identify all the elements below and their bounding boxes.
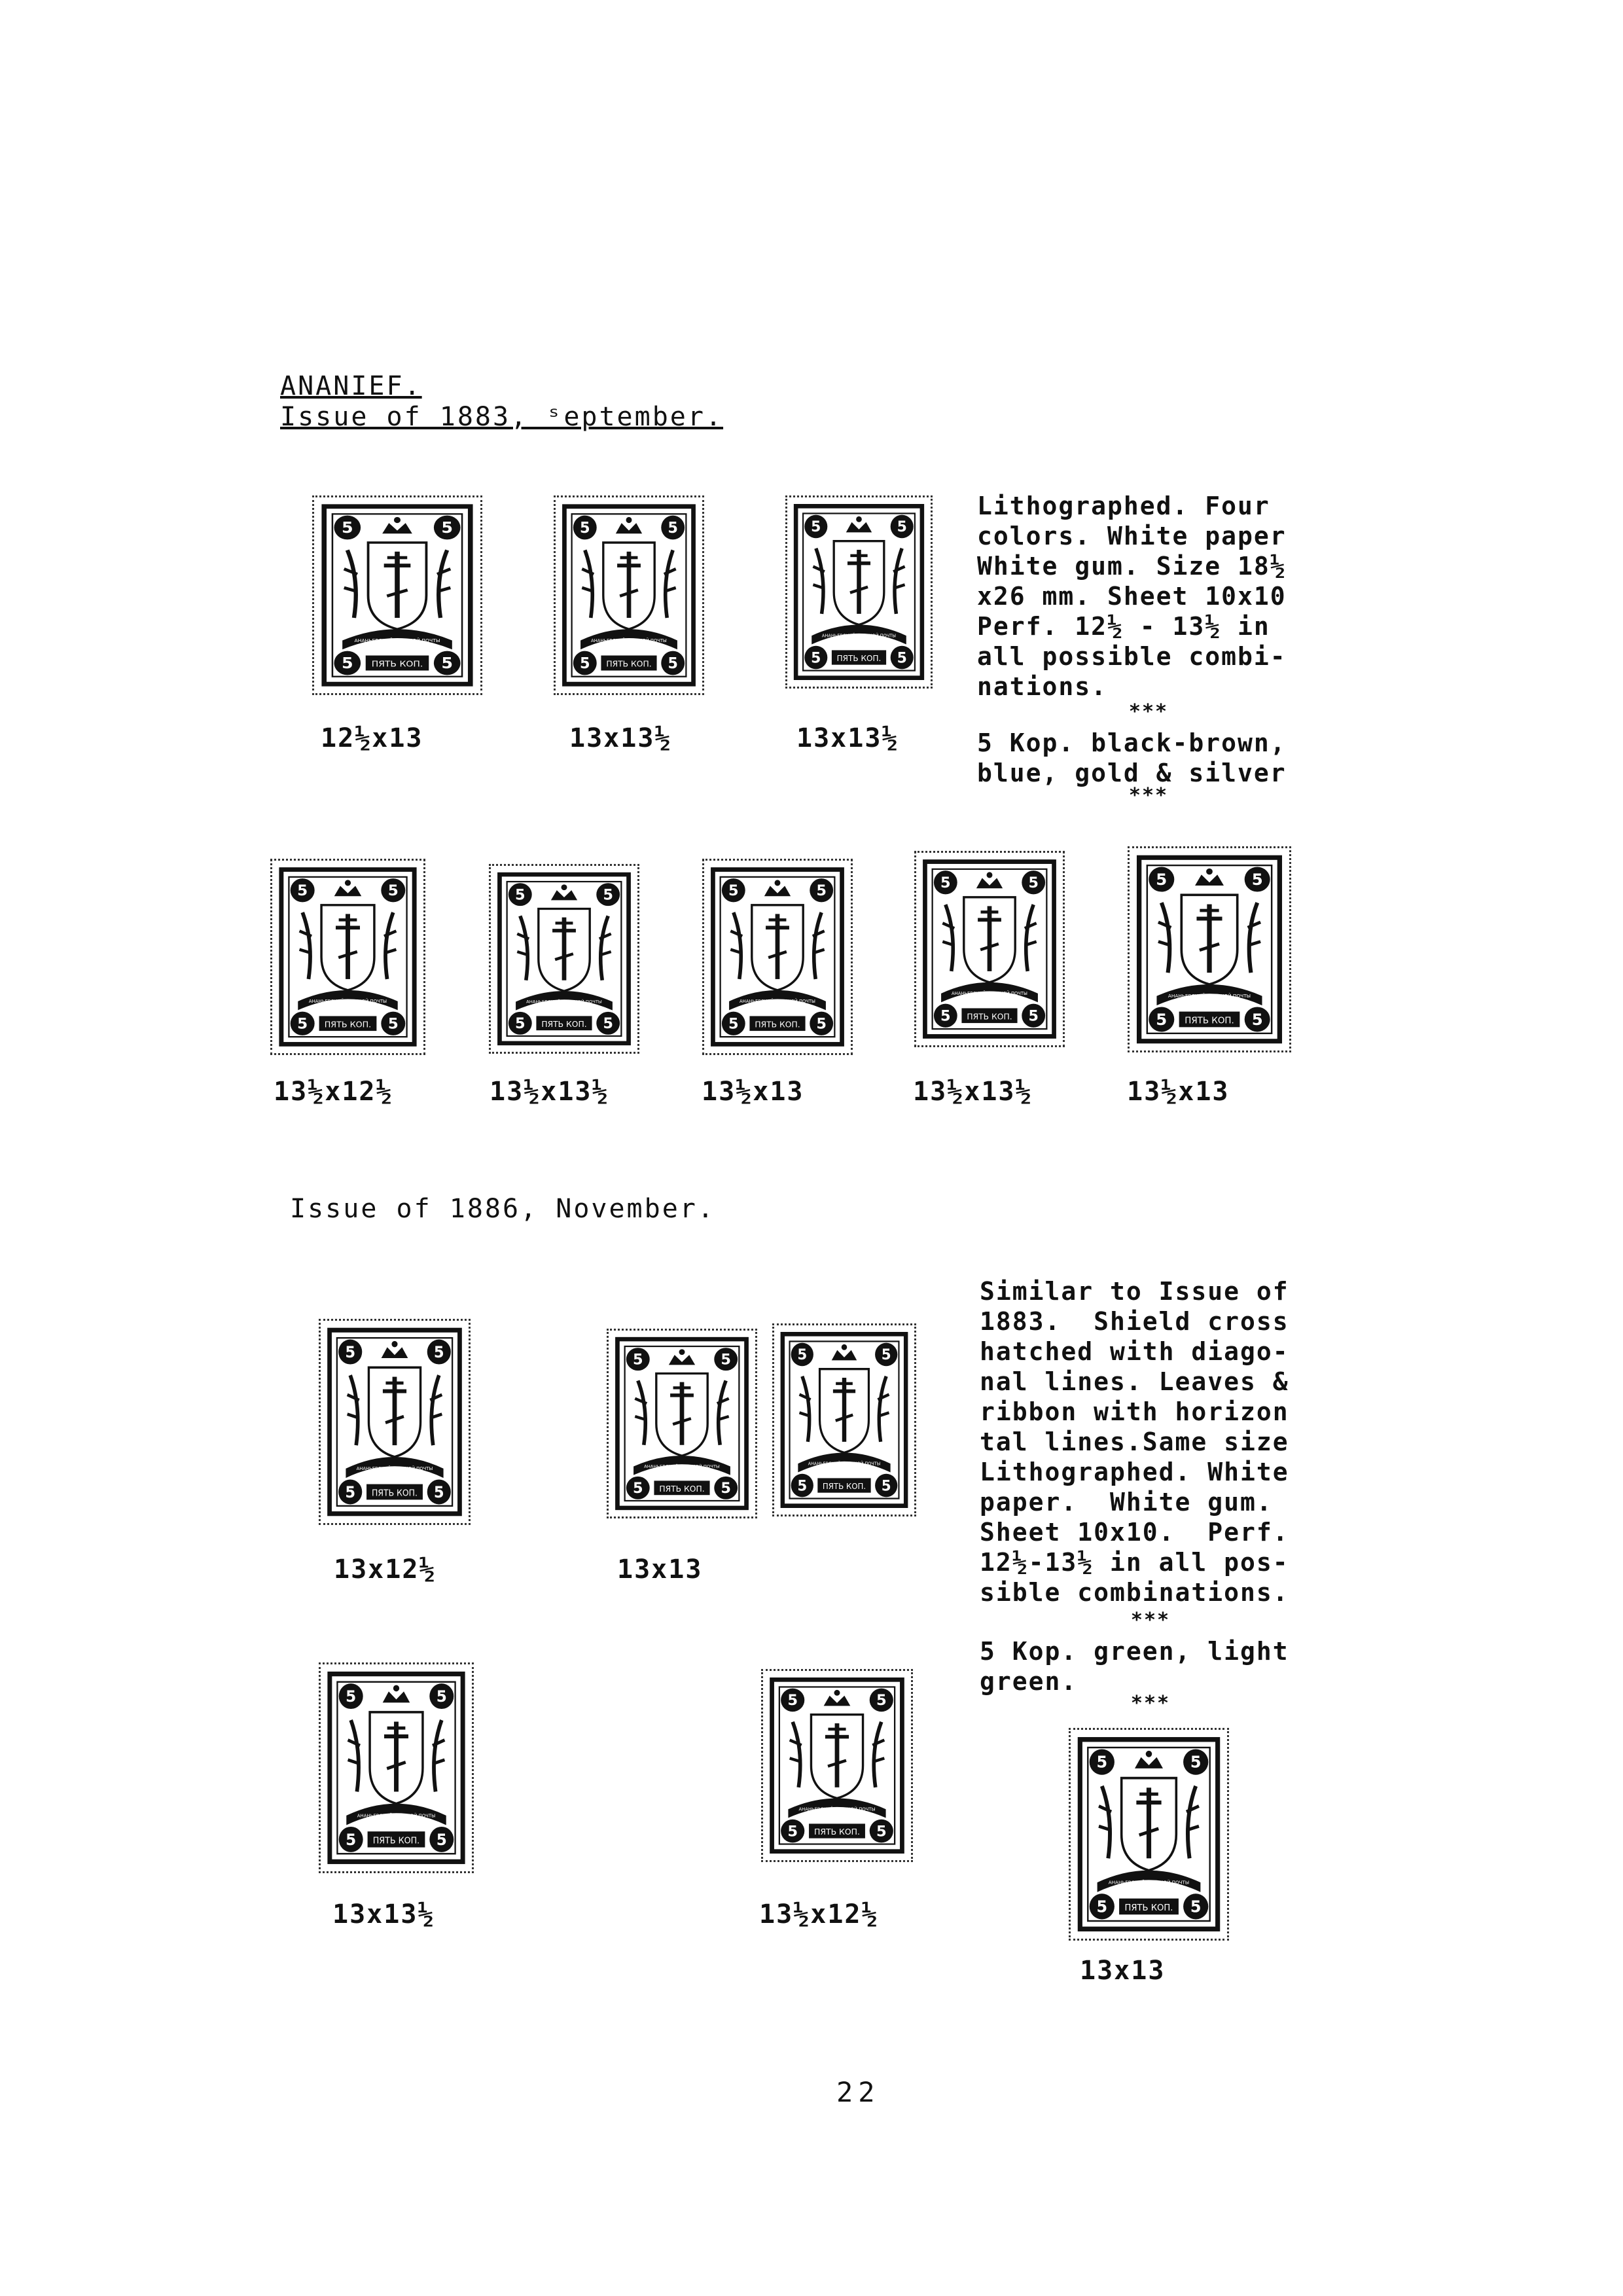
stamp-value-numeral: 5 (721, 1351, 731, 1369)
stamp-value-numeral: 5 (387, 1015, 399, 1033)
stamp-value-numeral: 5 (436, 1687, 447, 1706)
perforation-caption: 13½x13 (1127, 1077, 1230, 1107)
stamp-value-numeral: 5 (346, 1687, 357, 1706)
stamp-value-numeral: 5 (816, 1015, 827, 1033)
stamp-artwork (763, 1671, 911, 1860)
stamp-bottom-label: ПЯТЬ КОП. (324, 1019, 372, 1030)
stamp-value-numeral: 5 (897, 650, 907, 667)
stamp-value-numeral: 5 (1096, 1753, 1108, 1772)
stamp-ribbon-text: АНАНЬЕВСКОЙ ЗЕМСКОЙ ПОЧТЫ (740, 999, 815, 1005)
stamp-image (914, 851, 1065, 1047)
issue-1886-description: Similar to Issue of 1883. Shield cross hatched with diago- nal lines. Leaves & ribbon with horizon tal lines.Same size Lithographed. White paper. White gum. Sheet 10x10. Perf. 12½-13½ in all pos- sible combinations. (980, 1277, 1289, 1607)
perforation-caption: 13x13 (1080, 1956, 1166, 1986)
stamp-value-numeral: 5 (515, 1015, 526, 1032)
stamp-value-numeral: 5 (580, 519, 590, 537)
stamp-artwork (321, 1664, 472, 1871)
stamp-value-numeral: 5 (811, 519, 821, 536)
stamp-ribbon-text: АНАНЬЕВСКОЙ ЗЕМСКОЙ ПОЧТЫ (798, 1806, 876, 1812)
stamp-value-numeral: 5 (816, 882, 827, 900)
perforation-caption: 13½x13½ (913, 1077, 1033, 1107)
page-title: ANANIEF. (280, 371, 422, 401)
stamp-value-numeral: 5 (346, 1830, 357, 1850)
stamp-bottom-label: ПЯТЬ КОП. (1124, 1903, 1173, 1914)
stamp-bottom-label: ПЯТЬ КОП. (814, 1827, 860, 1837)
stamp-value-numeral: 5 (1251, 1011, 1263, 1029)
stamp-artwork (704, 861, 851, 1053)
stamp-bottom-label: ПЯТЬ КОП. (755, 1020, 800, 1030)
perforation-caption: 13x13½ (569, 723, 672, 753)
stamp-image (319, 1319, 471, 1525)
stamp-value-numeral: 5 (881, 1346, 891, 1364)
stamp-ribbon-text: АНАНЬЕВСКОЙ ЗЕМСКОЙ ПОЧТЫ (308, 999, 387, 1005)
stamp-value-numeral: 5 (515, 886, 526, 904)
stamp-value-numeral: 5 (881, 1477, 891, 1495)
stamp-value-numeral: 5 (341, 519, 353, 537)
stamp-value-numeral: 5 (721, 1480, 731, 1497)
stamp-value-numeral: 5 (633, 1480, 643, 1497)
stamp-value-numeral: 5 (345, 1483, 356, 1501)
separator-stars: *** (1128, 784, 1169, 807)
stamp-value-numeral: 5 (441, 655, 454, 672)
stamp-value-numeral: 5 (797, 1477, 808, 1495)
separator-stars: *** (1130, 1692, 1171, 1715)
stamp-value-numeral: 5 (940, 1007, 951, 1025)
separator-stars: *** (1128, 700, 1169, 723)
stamp-value-numeral: 5 (668, 655, 678, 673)
stamp-value-numeral: 5 (603, 1015, 613, 1032)
stamp-value-numeral: 5 (1028, 1007, 1039, 1025)
stamp-value-numeral: 5 (1156, 1011, 1168, 1029)
stamp-image (702, 859, 853, 1055)
stamp-value-numeral: 5 (345, 1343, 356, 1362)
issue-1883-heading: Issue of 1883, ˢeptember. (280, 402, 724, 432)
stamp-value-numeral: 5 (1251, 870, 1263, 889)
perforation-caption: 13½x12½ (274, 1077, 393, 1107)
stamp-value-numeral: 5 (787, 1692, 798, 1710)
stamp-artwork (609, 1331, 755, 1516)
perforation-caption: 13½x12½ (759, 1899, 879, 1929)
issue-1883-value: 5 Kop. black-brown, blue, gold & silver (977, 728, 1287, 787)
stamp-artwork (916, 853, 1063, 1045)
stamp-artwork (321, 1321, 469, 1523)
stamp-ribbon-text: АНАНЬЕВСКОЙ ЗЕМСКОЙ ПОЧТЫ (354, 637, 440, 643)
stamp-value-numeral: 5 (1156, 870, 1168, 889)
stamp-bottom-label: ПЯТЬ КОП. (659, 1484, 705, 1494)
stamp-value-numeral: 5 (433, 1343, 444, 1362)
stamp-ribbon-text: АНАНЬЕВСКОЙ ЗЕМСКОЙ ПОЧТЫ (591, 637, 667, 643)
stamp-artwork (272, 861, 423, 1053)
stamp-bottom-label: ПЯТЬ КОП. (541, 1019, 587, 1029)
stamp-image (761, 1669, 913, 1862)
stamp-image (1069, 1728, 1229, 1941)
stamp-ribbon-text: АНАНЬЕВСКОЙ ЗЕМСКОЙ ПОЧТЫ (526, 999, 602, 1005)
stamp-value-numeral: 5 (811, 650, 821, 667)
stamp-image (489, 864, 639, 1054)
stamp-bottom-label: ПЯТЬ КОП. (606, 658, 652, 669)
stamp-value-numeral: 5 (897, 519, 907, 536)
stamp-value-numeral: 5 (940, 874, 951, 892)
perforation-caption: 13x13 (617, 1554, 703, 1585)
stamp-value-numeral: 5 (876, 1692, 887, 1710)
stamp-image (319, 1662, 474, 1873)
stamp-value-numeral: 5 (580, 655, 590, 673)
perforation-caption: 13½x13 (702, 1077, 804, 1107)
stamp-value-numeral: 5 (876, 1823, 887, 1840)
stamp-ribbon-text: АНАНЬЕВСКОЙ ЗЕМСКОЙ ПОЧТЫ (1108, 1879, 1190, 1886)
perforation-caption: 13½x13½ (490, 1077, 609, 1107)
stamp-bottom-label: ПЯТЬ КОП. (372, 1488, 418, 1499)
stamp-ribbon-text: АНАНЬЕВСКОЙ ЗЕМСКОЙ ПОЧТЫ (357, 1812, 436, 1819)
stamp-image (270, 859, 425, 1055)
stamp-value-numeral: 5 (297, 1015, 308, 1033)
perforation-caption: 13x13½ (332, 1899, 435, 1929)
stamp-value-numeral: 5 (341, 655, 353, 672)
stamp-value-numeral: 5 (728, 882, 739, 900)
stamp-ribbon-text: АНАНЬЕВСКОЙ ЗЕМСКОЙ ПОЧТЫ (356, 1466, 433, 1472)
stamp-value-numeral: 5 (436, 1830, 447, 1850)
stamp-bottom-label: ПЯТЬ КОП. (967, 1012, 1012, 1022)
perforation-caption: 13x13½ (796, 723, 899, 753)
stamp-value-numeral: 5 (633, 1351, 643, 1369)
stamp-ribbon-text: АНАНЬЕВСКОЙ ЗЕМСКОЙ ПОЧТЫ (952, 991, 1027, 997)
perforation-caption: 13x12½ (334, 1554, 437, 1585)
stamp-image (312, 495, 482, 695)
stamp-ribbon-text: АНАНЬЕВСКОЙ ЗЕМСКОЙ ПОЧТЫ (1168, 993, 1251, 999)
stamp-image (1128, 846, 1291, 1052)
stamp-value-numeral: 5 (1190, 1753, 1202, 1772)
stamp-value-numeral: 5 (1190, 1897, 1202, 1916)
stamp-value-numeral: 5 (387, 882, 399, 900)
issue-1886-heading: Issue of 1886, November. (290, 1194, 715, 1224)
stamp-artwork (774, 1325, 914, 1515)
stamp-image (554, 495, 704, 695)
stamp-value-numeral: 5 (441, 519, 454, 537)
stamp-artwork (314, 497, 480, 693)
separator-stars: *** (1130, 1609, 1171, 1632)
stamp-value-numeral: 5 (297, 882, 308, 900)
stamp-value-numeral: 5 (433, 1483, 444, 1501)
stamp-ribbon-text: АНАНЬЕВСКОЙ ЗЕМСКОЙ ПОЧТЫ (808, 1461, 881, 1467)
stamp-ribbon-text: АНАНЬЕВСКОЙ ЗЕМСКОЙ ПОЧТЫ (821, 633, 897, 639)
stamp-image (772, 1323, 916, 1516)
stamp-bottom-label: ПЯТЬ КОП. (822, 1481, 866, 1492)
stamp-value-numeral: 5 (1096, 1897, 1108, 1916)
stamp-artwork (491, 866, 637, 1052)
stamp-value-numeral: 5 (603, 886, 613, 904)
page-number: 22 (836, 2076, 880, 2108)
perforation-caption: 12½x13 (321, 723, 423, 753)
stamp-value-numeral: 5 (797, 1346, 808, 1364)
stamp-image (785, 495, 933, 689)
stamp-artwork (1071, 1730, 1227, 1939)
stamp-value-numeral: 5 (728, 1015, 739, 1033)
stamp-ribbon-text: АНАНЬЕВСКОЙ ЗЕМСКОЙ ПОЧТЫ (644, 1463, 720, 1469)
stamp-value-numeral: 5 (787, 1823, 798, 1840)
issue-1886-value: 5 Kop. green, light green. (980, 1637, 1289, 1696)
stamp-value-numeral: 5 (1028, 874, 1039, 892)
stamp-bottom-label: ПЯТЬ КОП. (372, 1836, 420, 1846)
stamp-bottom-label: ПЯТЬ КОП. (1185, 1016, 1234, 1026)
stamp-image (607, 1329, 757, 1518)
stamp-artwork (556, 497, 702, 693)
stamp-bottom-label: ПЯТЬ КОП. (836, 654, 882, 664)
stamp-artwork (787, 497, 931, 687)
issue-1883-description: Lithographed. Four colors. White paper White gum. Size 18½ x26 mm. Sheet 10x10 Perf. 12½ - 13½ in all possible combi- nations. (977, 492, 1287, 701)
stamp-bottom-label: ПЯТЬ КОП. (371, 660, 423, 670)
stamp-artwork (1130, 848, 1289, 1050)
stamp-value-numeral: 5 (668, 519, 678, 537)
